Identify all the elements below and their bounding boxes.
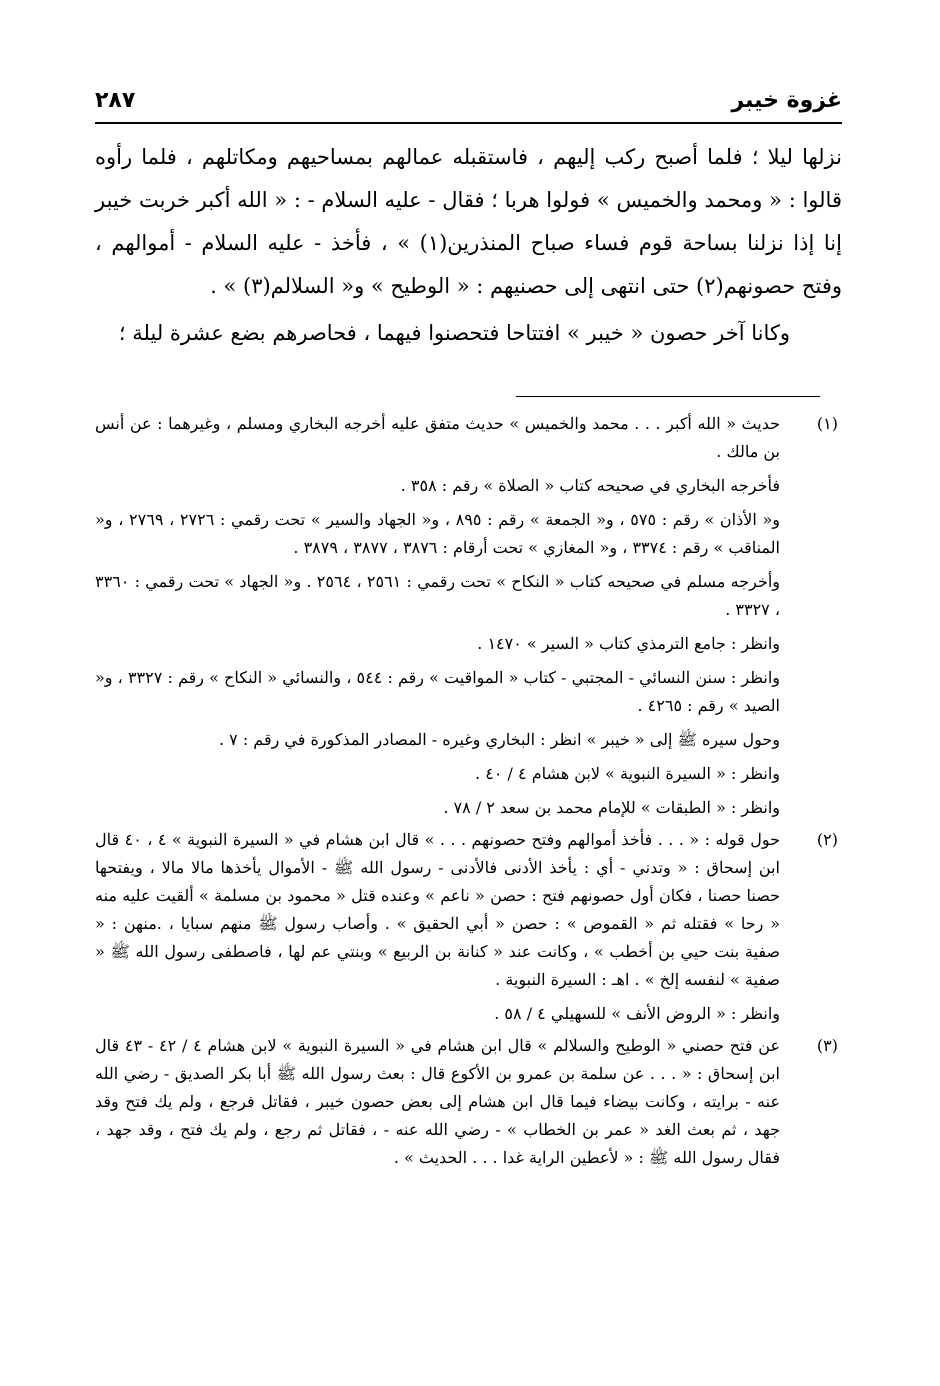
- footnote-number: (١): [816, 414, 838, 433]
- footnote-1: [95, 410, 842, 822]
- main-paragraph: وكانا آخر حصون « خيبر » افتتاحا فتحصنوا فيهما ، فحاصرهم بضع عشرة ليلة ؛: [118, 321, 790, 345]
- footnote-3: [95, 1032, 842, 1172]
- footnote-paragraph: وأخرجه مسلم في صحيحه كتاب « النكاح » تحت رقمي : ٢٥٦١ ، ٢٥٦٤ . و« الجهاد » تحت رقمي : ٣٣٦٠ ، ٣٣٢٧ .: [95, 572, 781, 619]
- footnote-paragraph: حول قوله : « . . . فأخذ أموالهم وفتح حصونهم . . . » قال ابن هشام في « السيرة النبوية » ٤ ، ٤٠ قال ابن إسحاق : « وتدني - أي : يأخذ الأدنى فالأدنى - رسول الله ﷺ - الأموال يأخذها مالا مالا ، ويفتحها حصنا حصنا ، فكان أول حصونهم فتح : حصن « ناعم » وعنده قتل « محمود بن مسلمة » ألقيت عليه منه « رحا » فقتله ثم « القموص » : حصن « أبي الحقيق » . وأصاب رسول ﷺ منهم سبايا ، .منهن : « صفية بنت حيي بن أخطب » ، وكانت عند « كنانة بن الربيع » وبنتي عم لها ، فاصطفى رسول الله ﷺ « صفية » لنفسه إلخ » . اهـ : السيرة النبوية .: [95, 830, 781, 989]
- chapter-title: غزوة خيبر: [731, 88, 842, 113]
- footnote-paragraph: عن فتح حصني « الوطيح والسلالم » قال ابن هشام في « السيرة النبوية » لابن هشام ٤ / ٤٢ - ٤٣ قال ابن إسحاق : « . . . عن سلمة بن عمرو بن الأكوع قال : بعث رسول الله ﷺ أبا بكر الصديق - رضي الله عنه - برايته ، وكانت بيضاء فيما قال ابن هشام إلى بعض حصون خيبر ، فقاتل فرجع ، ولم يك فتح وقد جهد ، ثم بعث الغد « عمر بن الخطاب » - رضي الله عنه - ، فقاتل ثم رجع ، ولم يك فتح ، وقد جهد ، فقال رسول الله ﷺ : « لأعطين الراية غدا . . . الحديث » .: [95, 1036, 781, 1167]
- footnote-paragraph: وانظر : سنن النسائي - المجتبي - كتاب « المواقيت » رقم : ٥٤٤ ، والنسائي « النكاح » رقم : ٣٣٢٧ ، و« الصيد » رقم : ٤٢٦٥ .: [95, 668, 781, 715]
- footnote-paragraph: وانظر : جامع الترمذي كتاب « السير » ١٤٧٠ .: [477, 634, 780, 653]
- footnote-paragraph: وحول سيره ﷺ إلى « خيبر » انظر : البخاري وغيره - المصادر المذكورة في رقم : ٧ .: [218, 730, 780, 749]
- main-text: [95, 136, 842, 355]
- footnote-paragraph: فأخرجه البخاري في صحيحه كتاب « الصلاة » رقم : ٣٥٨ .: [400, 476, 780, 495]
- page-header: [95, 86, 842, 124]
- footnote-paragraph: وانظر : « السيرة النبوية » لابن هشام ٤ / ٤٠ .: [475, 764, 780, 783]
- footnote-2: [95, 826, 842, 1028]
- footnote-number: (٣): [816, 1036, 838, 1055]
- footnote-paragraph: حديث « الله أكبر . . . محمد والخميس » حديث متفق عليه أخرجه البخاري ومسلم ، وغيرهما : عن أنس بن مالك .: [95, 414, 780, 461]
- footnote-paragraph: وانظر : « الروض الأنف » للسهيلي ٤ / ٥٨ .: [494, 1004, 780, 1023]
- footnote-number: (٢): [816, 830, 838, 849]
- main-paragraph: نزلها ليلا ؛ فلما أصبح ركب إليهم ، فاستقبله عمالهم بمساحيهم ومكاتلهم ، فلما رأوه قالوا : « ومحمد والخميس » فولوا هربا ؛ فقال - عليه السلام - : « الله أكبر خربت خيبر إنا إذا نزلنا بساحة قوم فساء صباح المنذرين(١) » ، فأخذ - عليه السلام - أموالهم ، وفتح حصونهم(٢) حتى انتهى إلى حصنيهم : « الوطيح » و« السلالم(٣) » .: [95, 145, 842, 298]
- footnote-divider: [516, 396, 820, 397]
- footnotes: [95, 410, 842, 1176]
- footnote-paragraph: وانظر : « الطبقات » للإمام محمد بن سعد ٢ / ٧٨ .: [443, 798, 780, 817]
- page-number: ٢٨٧: [95, 88, 136, 113]
- footnote-paragraph: و« الأذان » رقم : ٥٧٥ ، و« الجمعة » رقم : ٨٩٥ ، و« الجهاد والسير » تحت رقمي : ٢٧٢٦ ، ٢٧٦٩ ، و« المناقب » رقم : ٣٣٧٤ ، و« المغازي » تحت أرقام : ٣٨٧٦ ، ٣٨٧٧ ، ٣٨٧٩ .: [95, 510, 781, 557]
